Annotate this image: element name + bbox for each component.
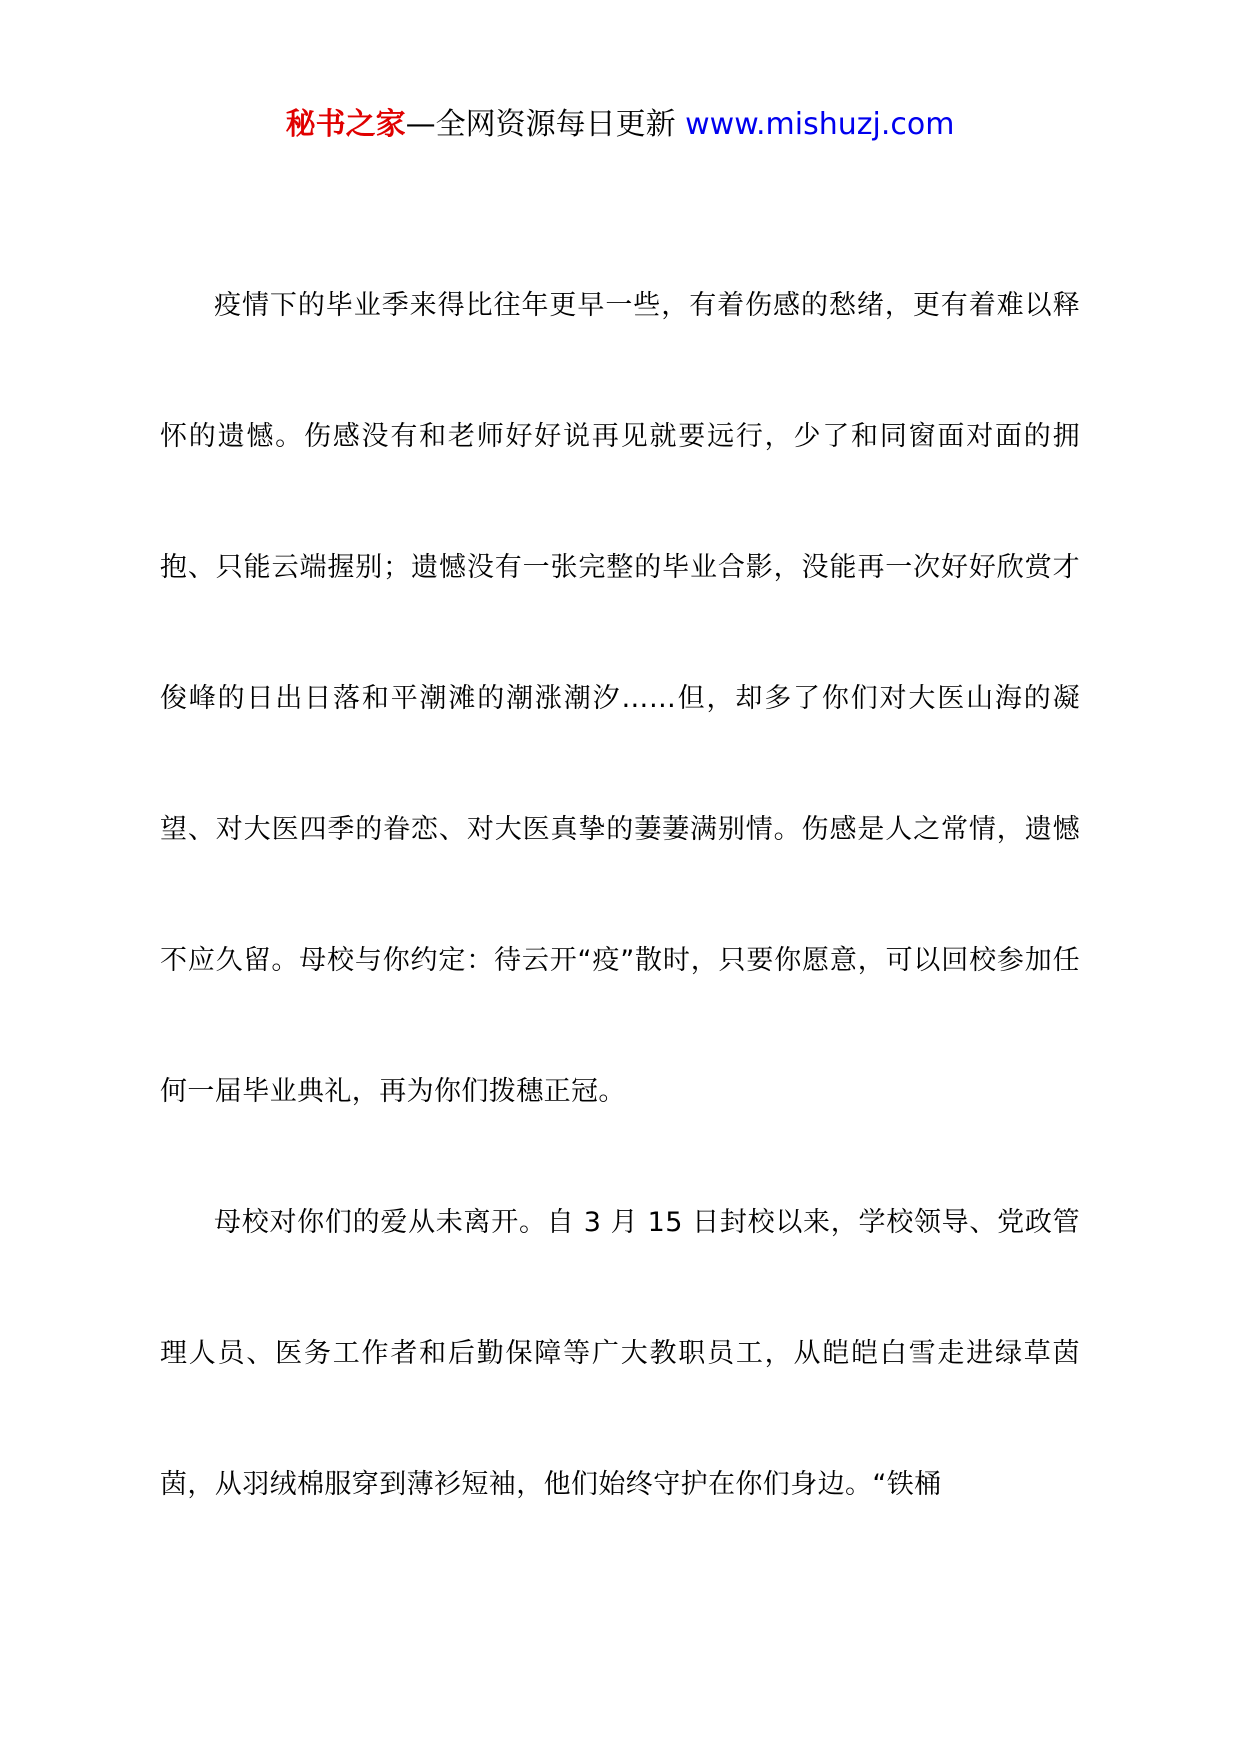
paragraph-1: 疫情下的毕业季来得比往年更早一些，有着伤感的愁绪，更有着难以释怀的遗憾。伤感没有和老师好好说再见就要远行，少了和同窗面对面的拥抱、只能云端握别；遗憾没有一张完整的毕业合影，没能再一次好好欣赏才俊峰的日出日落和平潮滩的潮涨潮汐……但，却多了你们对大医山海的凝望、对大医四季的眷恋、对大医真挚的萋萋满别情。伤感是人之常情，遗憾不应久留。母校与你约定：待云开“疫”散时，只要你愿意，可以回校参加任何一届毕业典礼，再为你们拨穗正冠。 (160, 290, 1080, 1107)
page-header (0, 100, 1240, 150)
site-tagline: —全网资源每日更新 (405, 107, 686, 142)
site-url-link[interactable]: www.mishuzj.com (685, 107, 955, 142)
paragraph-2: 母校对你们的爱从未离开。自 3 月 15 日封校以来，学校领导、党政管理人员、医务工作者和后勤保障等广大教职员工，从皑皑白雪走进绿草茵茵，从羽绒棉服穿到薄衫短袖，他们始终守护在你们身边。“铁桶 (160, 1207, 1080, 1500)
document-body (160, 240, 1080, 1550)
site-brand: 秘书之家 (285, 107, 406, 142)
